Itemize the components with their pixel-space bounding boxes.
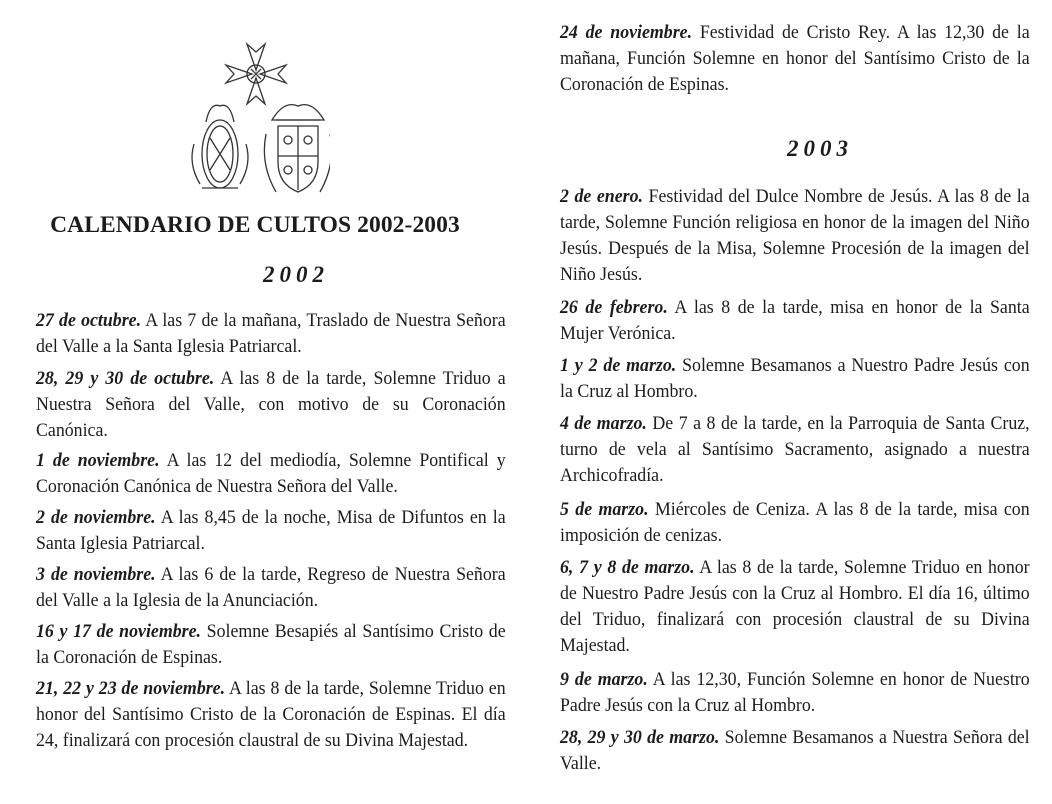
entry-text: A las 12,30, Función Solemne en honor de Nuestro Padre Jesús con la Cruz al Hombro. [560,669,1030,716]
calendar-entry [36,619,506,671]
entry-date: 2 de enero. [560,186,643,207]
entry-date: 2 de noviembre. [36,507,156,528]
entry-date: 6, 7 y 8 de marzo. [560,557,695,578]
entry-text: Solemne Besamanos a Nuestra Señora del Valle. [560,727,1030,774]
entry-text: Festividad del Dulce Nombre de Jesús. A las 8 de la tarde, Solemne Función religiosa en honor de la imagen del Niño Jesús. Después de la Misa, Solemne Procesión de la imagen del Niño Jesús. [560,186,1030,285]
left-shield-icon [192,105,248,188]
entry-text: A las 6 de la tarde, Regreso de Nuestra Señora del Valle a la Iglesia de la Anunciación. [36,564,506,611]
entry-date: 28, 29 y 30 de marzo. [560,727,720,748]
calendar-entry [560,20,1030,98]
entry-date: 24 de noviembre. [560,22,693,43]
entry-text: Solemne Besapiés al Santísimo Cristo de la Coronación de Espinas. [36,621,506,668]
entry-date: 1 de noviembre. [36,450,160,471]
entry-text: A las 7 de la mañana, Traslado de Nuestra Señora del Valle a la Santa Iglesia Patriarcal. [36,310,506,357]
calendar-entry [560,497,1030,549]
calendar-entry [560,555,1030,659]
calendar-entry [560,725,1030,777]
calendar-entry [560,184,1030,288]
entry-date: 5 de marzo. [560,499,649,520]
entry-text: A las 12 del mediodía, Solemne Pontifical y Coronación Canónica de Nuestra Señora del Valle. [36,450,506,497]
entry-date: 27 de octubre. [36,310,142,331]
calendar-entry [560,295,1030,347]
year-heading-2002: 2002 [263,262,329,287]
maltese-cross-icon [226,44,286,104]
right-shield-icon [264,105,330,192]
entry-date: 16 y 17 de noviembre. [36,621,201,642]
entry-date: 28, 29 y 30 de octubre. [36,368,215,389]
calendar-entry [36,366,506,444]
calendar-entry [560,411,1030,489]
entry-date: 3 de noviembre. [36,564,156,585]
page-title: CALENDARIO DE CULTOS 2002-2003 [50,212,460,238]
entry-text: Festividad de Cristo Rey. A las 12,30 de la mañana, Función Solemne en honor del Santísimo Cristo de la Coronación de Espinas. [560,22,1030,95]
entry-date: 9 de marzo. [560,669,648,690]
entry-text: A las 8,45 de la noche, Misa de Difuntos en la Santa Iglesia Patriarcal. [36,507,506,554]
entry-text: A las 8 de la tarde, misa en honor de la Santa Mujer Verónica. [560,297,1030,344]
entry-date: 26 de febrero. [560,297,668,318]
calendar-entry [36,448,506,500]
coat-of-arms-emblem [180,34,330,200]
entry-text: Miércoles de Ceniza. A las 8 de la tarde, misa con imposición de cenizas. [560,499,1030,546]
calendar-entry [560,353,1030,405]
calendar-entry [560,667,1030,719]
calendar-entry [36,505,506,557]
entry-text: A las 8 de la tarde, Solemne Triduo en honor del Santísimo Cristo de la Coronación de Espinas. El día 24, finalizará con procesión claustral de su Divina Majestad. [36,678,506,751]
entry-text: Solemne Besamanos a Nuestro Padre Jesús con la Cruz al Hombro. [560,355,1030,402]
calendar-entry [36,562,506,614]
calendar-entry [36,676,506,754]
entry-text: A las 8 de la tarde, Solemne Triduo a Nuestra Señora del Valle, con motivo de su Coronación Canónica. [36,368,506,441]
entry-text: De 7 a 8 de la tarde, en la Parroquia de Santa Cruz, turno de vela al Santísimo Sacramento, asignado a nuestra Archicofradía. [560,413,1030,486]
entry-date: 1 y 2 de marzo. [560,355,677,376]
entry-text: A las 8 de la tarde, Solemne Triduo en honor de Nuestro Padre Jesús con la Cruz al Hombro. El día 16, último del Triduo, finalizará con procesión claustral de su Divina Majestad. [560,557,1030,656]
year-heading-2003: 2003 [787,136,853,161]
entry-date: 4 de marzo. [560,413,647,434]
calendar-entry [36,308,506,360]
entry-date: 21, 22 y 23 de noviembre. [36,678,226,699]
